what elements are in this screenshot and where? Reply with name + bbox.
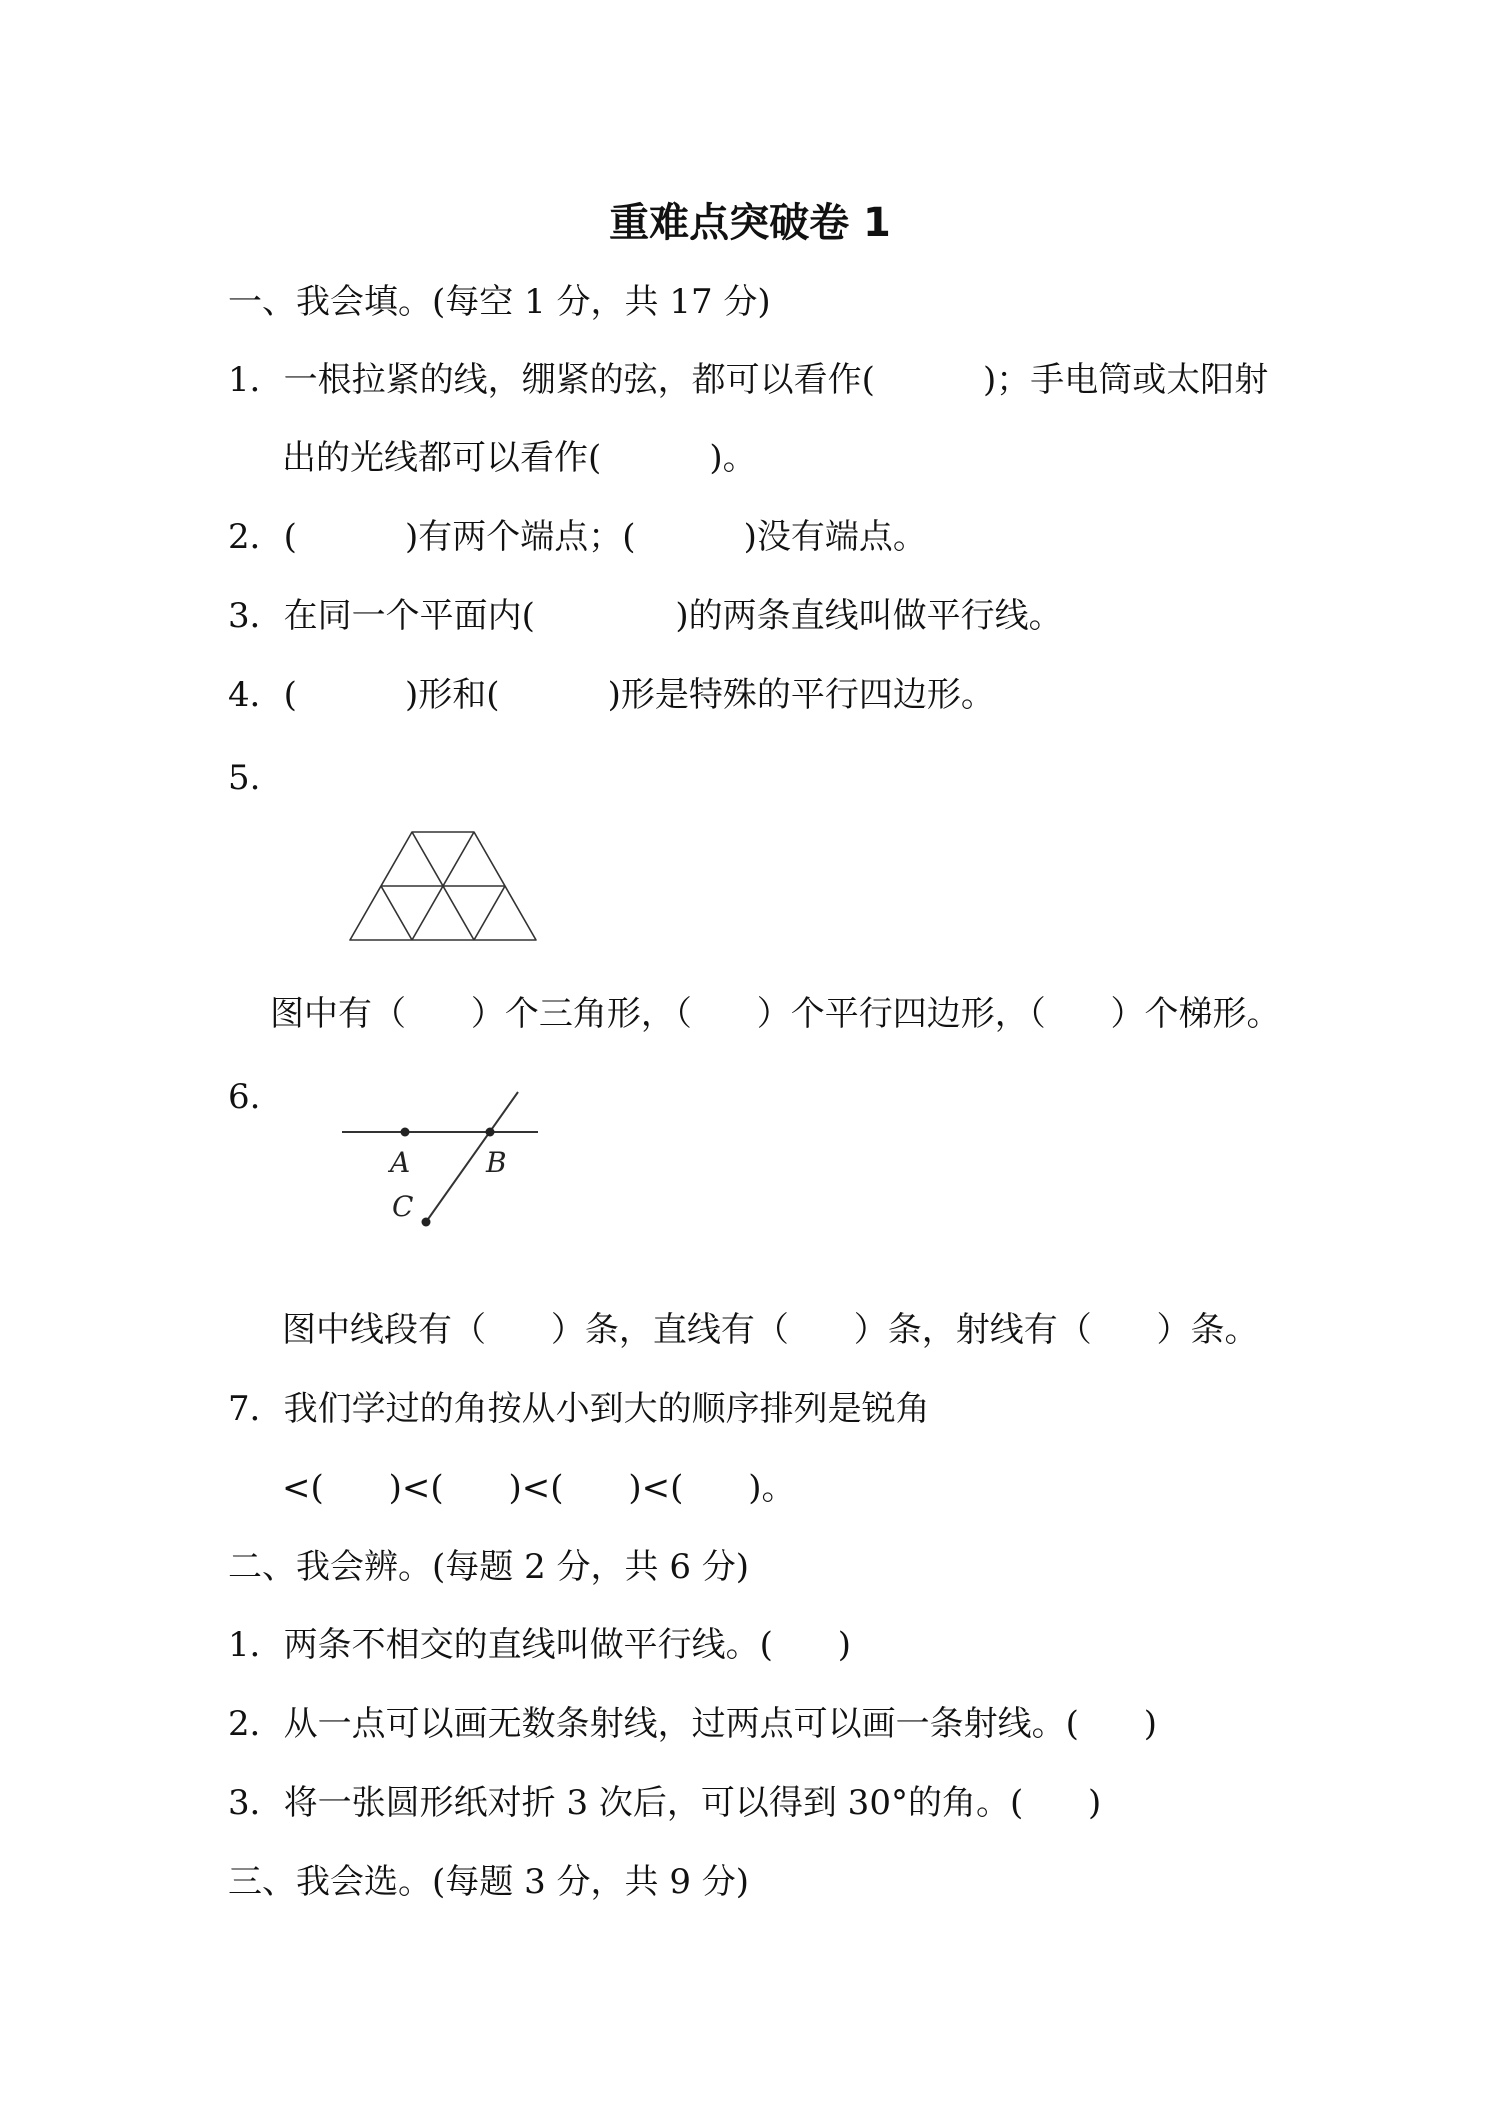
question-3: 3．在同一个平面内( )的两条直线叫做平行线。 bbox=[228, 596, 1063, 636]
label-b: B bbox=[486, 1146, 507, 1179]
line-segment-figure bbox=[330, 1080, 550, 1250]
question-7-line-2: <( )<( )<( )<( )。 bbox=[282, 1468, 796, 1508]
question-5-number: 5. bbox=[228, 758, 261, 798]
question-2: 2．( )有两个端点；( )没有端点。 bbox=[228, 517, 927, 557]
label-a: A bbox=[390, 1146, 411, 1179]
judge-question-3: 3．将一张圆形纸对折 3 次后，可以得到 30°的角。( ) bbox=[228, 1783, 1102, 1823]
question-1-line-2: 出的光线都可以看作( )。 bbox=[282, 438, 757, 478]
lower-left-line bbox=[381, 886, 412, 940]
question-6-text: 图中线段有（ ）条，直线有（ ）条，射线有（ ）条。 bbox=[282, 1310, 1259, 1350]
point-a bbox=[401, 1128, 410, 1137]
question-7-line-1: 7．我们学过的角按从小到大的顺序排列是锐角 bbox=[228, 1389, 930, 1429]
lower-right-line bbox=[474, 886, 505, 940]
section-2-heading: 二、我会辨。(每题 2 分，共 6 分) bbox=[228, 1547, 750, 1587]
section-1-heading: 一、我会填。(每空 1 分，共 17 分) bbox=[228, 282, 771, 322]
question-1-line-1: 1．一根拉紧的线，绷紧的弦，都可以看作( )；手电筒或太阳射 bbox=[228, 360, 1269, 400]
question-6-number: 6. bbox=[228, 1077, 261, 1117]
label-c: C bbox=[392, 1190, 414, 1223]
point-c bbox=[422, 1218, 431, 1227]
page-title: 重难点突破卷 1 bbox=[609, 200, 891, 246]
triangle-trapezoid-figure bbox=[350, 832, 540, 942]
judge-question-1: 1．两条不相交的直线叫做平行线。( ) bbox=[228, 1625, 852, 1665]
section-3-heading: 三、我会选。(每题 3 分，共 9 分) bbox=[228, 1862, 750, 1902]
question-5-text: 图中有（ ）个三角形，（ ）个平行四边形，（ ）个梯形。 bbox=[270, 994, 1281, 1034]
point-b bbox=[486, 1128, 495, 1137]
question-4: 4．( )形和( )形是特殊的平行四边形。 bbox=[228, 675, 995, 715]
judge-question-2: 2．从一点可以画无数条射线，过两点可以画一条射线。( ) bbox=[228, 1704, 1158, 1744]
